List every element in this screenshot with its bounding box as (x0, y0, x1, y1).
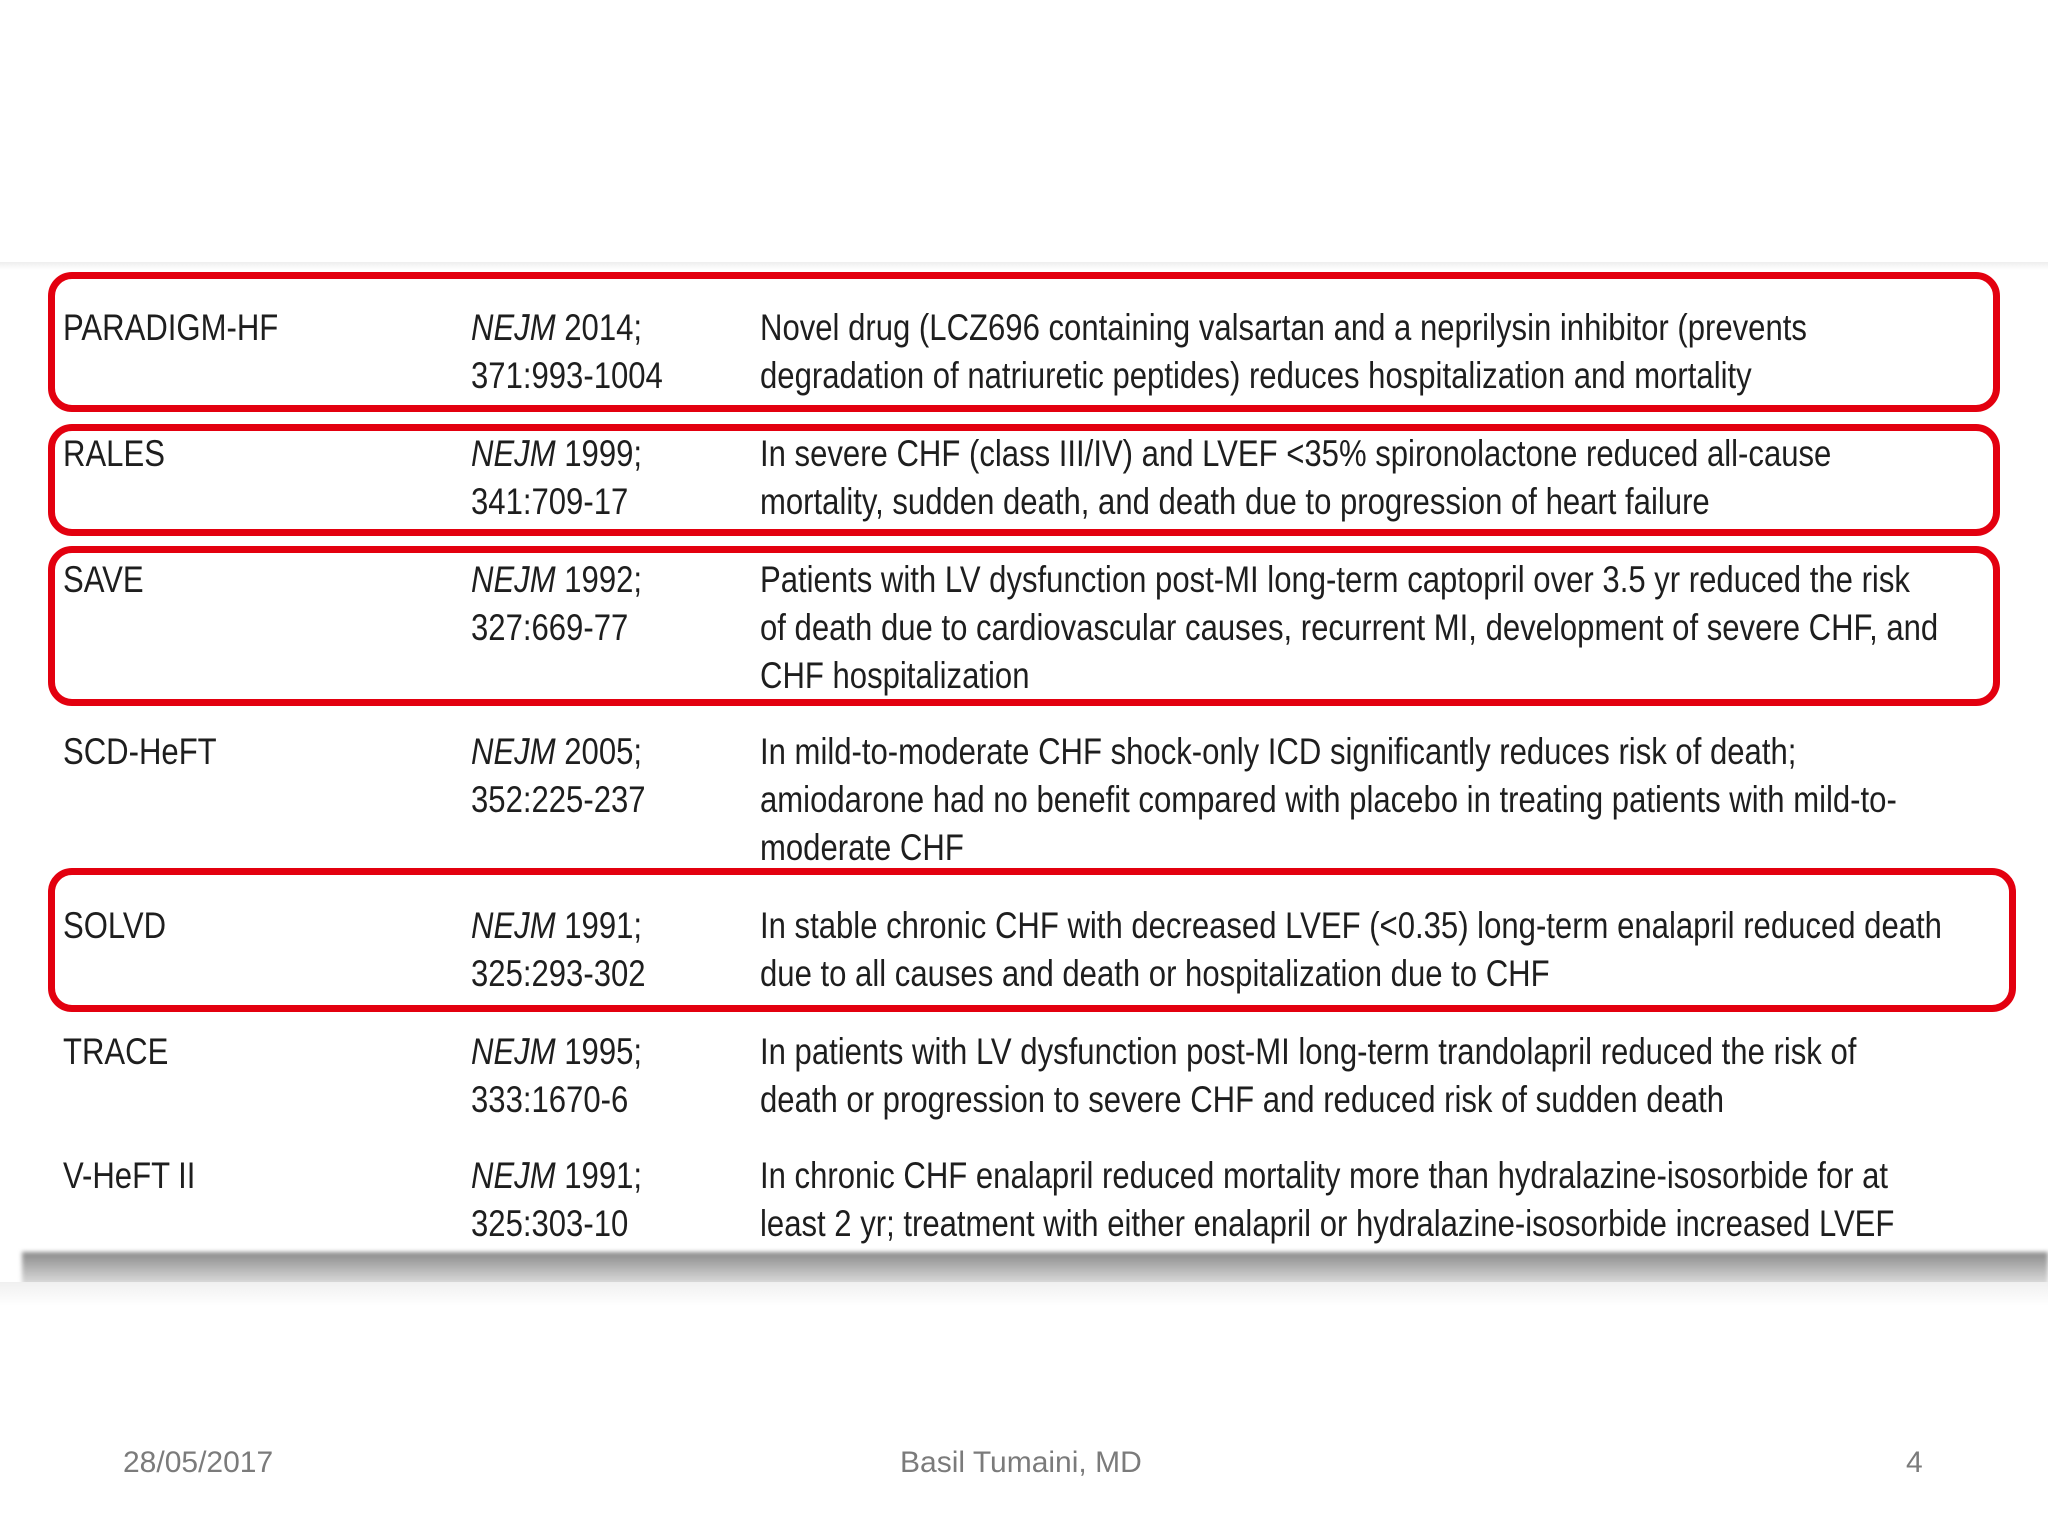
trial-name: PARADIGM-HF (63, 307, 279, 348)
finding-line: In chronic CHF enalapril reduced mortality more than hydralazine-isosorbide for at (760, 1155, 1889, 1196)
publication-year: 1995; (564, 1031, 643, 1072)
journal-name: NEJM (471, 1155, 556, 1196)
finding-line: of death due to cardiovascular causes, recurrent MI, development of severe CHF, and (760, 607, 1939, 648)
footer-author: Basil Tumaini, MD (900, 1446, 1142, 1479)
journal-name: NEJM (471, 1031, 556, 1072)
citation: 371:993-1004 (471, 355, 663, 396)
citation: 325:303-10 (471, 1203, 629, 1244)
trial-finding (760, 728, 1897, 872)
footer-page-number: 4 (1906, 1446, 1923, 1479)
journal-name: NEJM (471, 307, 556, 348)
citation: 341:709-17 (471, 481, 629, 522)
journal-name: NEJM (471, 559, 556, 600)
trial-name: SAVE (63, 559, 144, 600)
trial-name: SOLVD (63, 905, 167, 946)
citation: 325:293-302 (471, 953, 646, 994)
trial-name: RALES (63, 433, 165, 474)
publication-year: 1992; (564, 559, 643, 600)
finding-line: amiodarone had no benefit compared with placebo in treating patients with mild-to- (760, 779, 1897, 820)
finding-line: In patients with LV dysfunction post-MI long-term trandolapril reduced the risk of (760, 1031, 1857, 1072)
finding-line: Novel drug (LCZ696 containing valsartan and a neprilysin inhibitor (prevents (760, 307, 1807, 348)
journal-name: NEJM (471, 905, 556, 946)
trial-reference (471, 1152, 642, 1248)
highlight-box-rales (48, 424, 2000, 536)
footer-date: 28/05/2017 (123, 1446, 274, 1479)
finding-line: In mild-to-moderate CHF shock-only ICD significantly reduces risk of death; (760, 731, 1797, 772)
trial-name: TRACE (63, 1031, 169, 1072)
citation: 333:1670-6 (471, 1079, 629, 1120)
finding-line: Patients with LV dysfunction post-MI long-term captopril over 3.5 yr reduced the risk (760, 559, 1910, 600)
trial-finding (760, 1028, 1856, 1124)
finding-line: In stable chronic CHF with decreased LVEF (<0.35) long-term enalapril reduced death (760, 905, 1942, 946)
trial-name: SCD-HeFT (63, 731, 217, 772)
trial-reference (471, 728, 646, 824)
finding-line: CHF hospitalization (760, 655, 1030, 696)
finding-line: In severe CHF (class III/IV) and LVEF <35% spironolactone reduced all-cause (760, 433, 1832, 474)
citation: 327:669-77 (471, 607, 629, 648)
trial-finding (760, 1152, 1894, 1248)
trial-name: V-HeFT II (63, 1155, 196, 1196)
finding-line: least 2 yr; treatment with either enalapril or hydralazine-isosorbide increased LVEF (760, 1203, 1895, 1244)
publication-year: 2014; (564, 307, 643, 348)
journal-name: NEJM (471, 731, 556, 772)
publication-year: 1999; (564, 433, 643, 474)
highlight-box-paradigm-hf (48, 272, 2000, 412)
publication-year: 1991; (564, 905, 643, 946)
publication-year: 1991; (564, 1155, 643, 1196)
finding-line: death or progression to severe CHF and reduced risk of sudden death (760, 1079, 1725, 1120)
finding-line: moderate CHF (760, 827, 964, 868)
finding-line: degradation of natriuretic peptides) reduces hospitalization and mortality (760, 355, 1752, 396)
trial-reference (471, 1028, 642, 1124)
image-shadow-fade (0, 1282, 2048, 1306)
highlight-box-solvd (48, 868, 2016, 1012)
citation: 352:225-237 (471, 779, 646, 820)
publication-year: 2005; (564, 731, 643, 772)
finding-line: mortality, sudden death, and death due to progression of heart failure (760, 481, 1710, 522)
journal-name: NEJM (471, 433, 556, 474)
trials-table (0, 262, 2048, 1252)
finding-line: due to all causes and death or hospitalization due to CHF (760, 953, 1550, 994)
highlight-box-save (48, 546, 2000, 706)
